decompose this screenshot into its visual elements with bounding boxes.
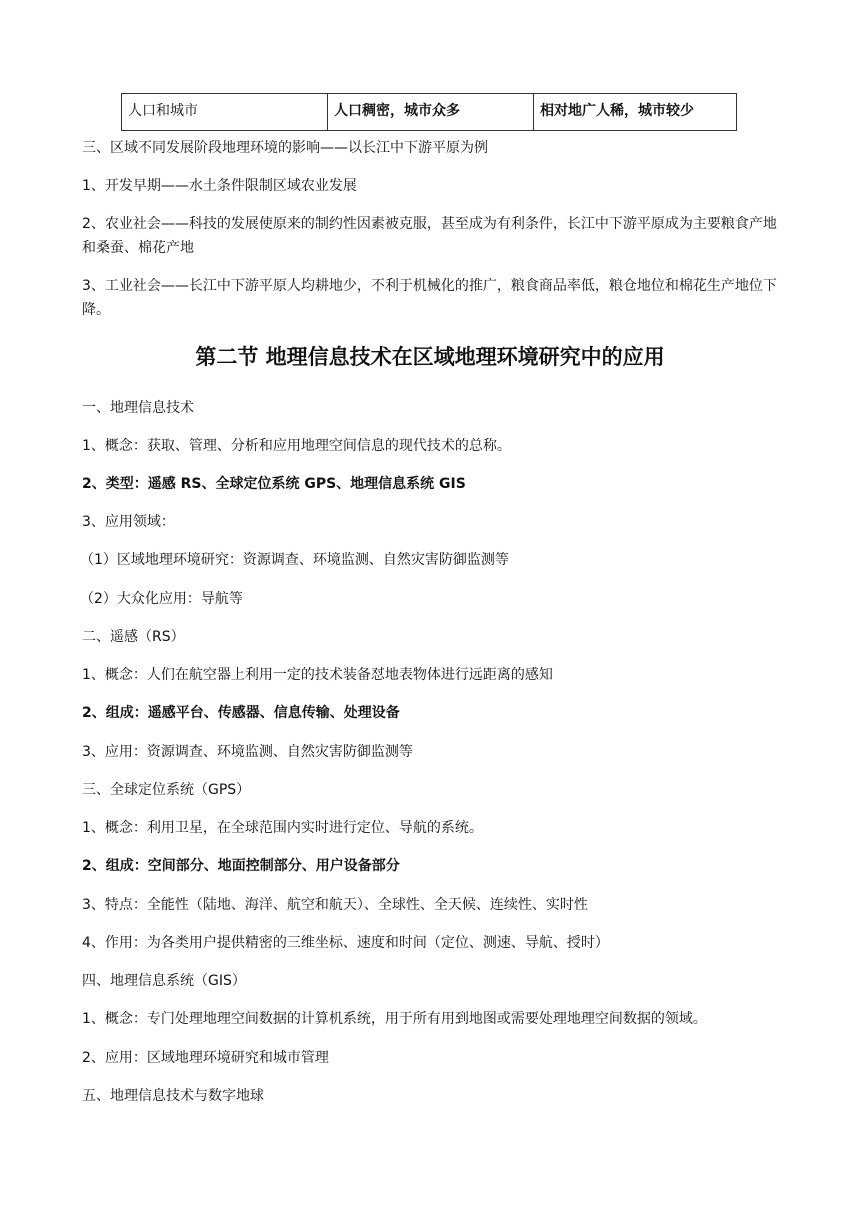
list-item: 1、开发早期——水土条件限制区域农业发展 [82,178,357,194]
table-cell-category: 人口和城市 [122,94,328,130]
table-cell-region-b: 相对地广人稀，城市较少 [540,103,694,119]
list-item: 1、概念：人们在航空器上利用一定的技术装备怼地表物体进行远距离的感知 [82,667,553,683]
list-item: 3、应用：资源调查、环境监测、自然灾害防御监测等 [82,744,413,760]
page-title: 第二节 地理信息技术在区域地理环境研究中的应用 [195,345,665,369]
list-item: 4、作用：为各类用户提供精密的三维坐标、速度和时间（定位、测速、导航、授时） [82,935,609,951]
list-item-emphasis: 2、类型：遥感 RS、全球定位系统 GPS、地理信息系统 GIS [82,476,466,492]
list-subitem: （1）区域地理环境研究：资源调查、环境监测、自然灾害防御监测等 [80,552,509,568]
list-item: 1、概念：获取、管理、分析和应用地理空间信息的现代技术的总称。 [82,438,511,454]
list-item-emphasis: 2、组成：遥感平台、传感器、信息传输、处理设备 [82,705,400,721]
section-heading: 三、区域不同发展阶段地理环境的影响——以长江中下游平原为例 [82,140,488,156]
list-item: 2、农业社会——科技的发展使原来的制约性因素被克服，甚至成为有利条件，长江中下游平原成为主要粮食产地和桑蚕、棉花产地 [82,216,777,256]
section-heading: 二、遥感（RS） [82,629,185,645]
list-item: 2、应用：区域地理环境研究和城市管理 [82,1050,329,1066]
list-item: 3、特点：全能性（陆地、海洋、航空和航天）、全球性、全天候、连续性、实时性 [82,897,588,913]
section-heading: 一、地理信息技术 [82,400,194,416]
section-heading: 五、地理信息技术与数字地球 [82,1088,264,1104]
comparison-table-row [121,93,737,131]
list-item: 3、应用领域： [82,514,175,530]
table-cell-region-a: 人口稠密，城市众多 [328,94,534,130]
list-item: 3、工业社会——长江中下游平原人均耕地少，不利于机械化的推广，粮食商品率低，粮仓地位和棉花生产地位下降。 [82,278,777,318]
section-heading: 四、地理信息系统（GIS） [82,973,246,989]
list-item: 1、概念：利用卫星，在全球范围内实时进行定位、导航的系统。 [82,820,483,836]
list-subitem: （2）大众化应用：导航等 [80,591,243,607]
list-item-emphasis: 2、组成：空间部分、地面控制部分、用户设备部分 [82,858,400,874]
section-heading: 三、全球定位系统（GPS） [82,782,251,798]
list-item: 1、概念：专门处理地理空间数据的计算机系统，用于所有用到地图或需要处理地理空间数据的领域。 [82,1011,707,1027]
